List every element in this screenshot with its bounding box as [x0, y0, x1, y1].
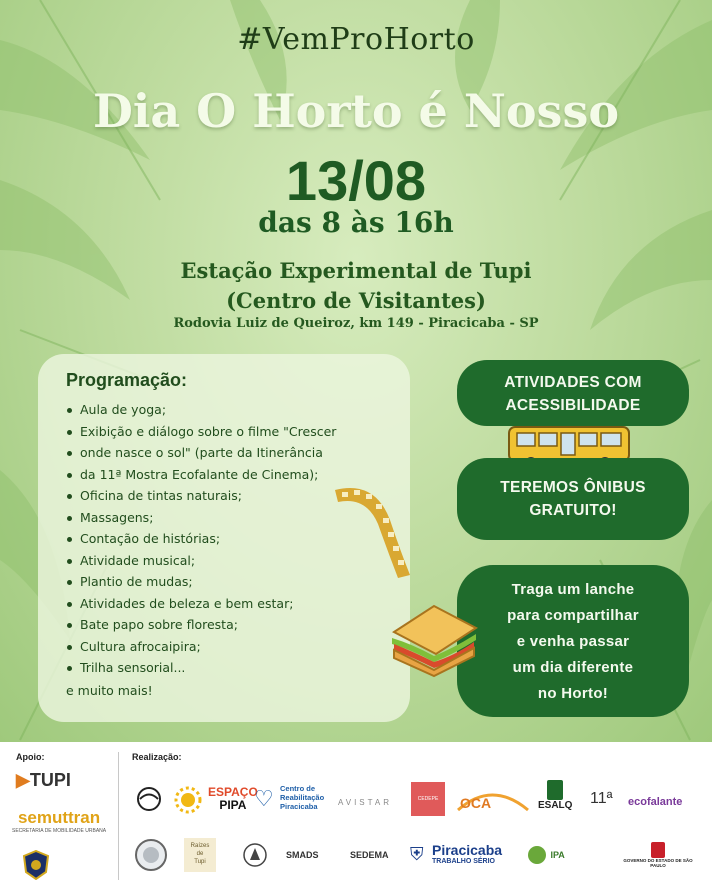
free-bus-line: GRATUITO!: [529, 502, 617, 519]
raizes-text: Tupi: [194, 859, 206, 865]
program-item: Atividade musical;: [66, 550, 388, 572]
semuttran-logo-text: semuttran: [17, 808, 101, 827]
program-item-continuation: onde nasce o sol" (parte da Itinerância: [66, 442, 388, 464]
sun-flower-logo: [174, 786, 202, 814]
tupi-logo: ▶TUPI: [16, 770, 71, 790]
smads-logo: SMADS: [286, 850, 319, 860]
governo-text: GOVERNO DO ESTADO DE SÃO PAULO: [623, 858, 693, 868]
city-shield-icon: ⛨: [410, 844, 424, 864]
guard-badge-logo: [22, 850, 50, 880]
free-bus-badge: [457, 458, 689, 540]
sedema-logo: SEDEMA: [350, 850, 389, 860]
hashtag: #VemProHorto: [237, 22, 475, 57]
program-item: Aula de yoga;: [66, 399, 388, 421]
venue-subname: (Centro de Visitantes): [226, 288, 486, 313]
program-more: e muito mais!: [66, 682, 153, 698]
ecofalante-logo: ecofalante: [628, 796, 683, 808]
semuttran-logo: [12, 808, 106, 834]
svg-text:OCA: OCA: [460, 795, 492, 811]
governo-crest-icon: [651, 842, 665, 858]
heart-icon: ♡: [254, 786, 274, 811]
ceppe-logo: CEDEPE: [411, 782, 445, 816]
venue-name: Estação Experimental de Tupi: [180, 258, 532, 283]
snack-line: no Horto!: [537, 685, 609, 702]
piracicaba-text: Piracicaba: [432, 842, 503, 858]
ipa-logo: [528, 846, 565, 864]
centro-text: Reabilitação: [280, 793, 325, 802]
snack-message-badge: [457, 565, 689, 717]
esalq-emblem: [547, 780, 563, 800]
program-item: Plantio de mudas;: [66, 571, 388, 593]
film-strip-icon: [330, 480, 420, 580]
oca-logo: [454, 782, 532, 816]
program-item: Bate papo sobre floresta;: [66, 614, 388, 636]
ipa-text: IPA: [550, 850, 565, 860]
semuttran-logo-sub: SECRETARIA DE MOBILIDADE URBANA: [12, 828, 107, 834]
accessibility-badge: [457, 360, 689, 426]
raizes-de-tupi-logo: [184, 838, 216, 872]
program-item: Atividades de beleza e bem estar;: [66, 593, 388, 615]
centro-reabilitacao-logo: [254, 784, 324, 811]
espaco-pipa-text: ESPAÇO: [208, 785, 258, 799]
avistar-logo: AVISTAR: [338, 798, 393, 807]
free-bus-line: TEREMOS ÔNIBUS: [500, 479, 646, 496]
venue: [0, 256, 712, 316]
program-item: Massagens;: [66, 507, 388, 529]
apoio-label: Apoio:: [16, 752, 45, 762]
program-item: Trilha sensorial...: [66, 657, 388, 679]
event-hours: das 8 às 16h: [258, 206, 454, 239]
sponsor-divider: [118, 752, 119, 880]
event-title: Dia O Horto é Nosso: [92, 84, 620, 138]
governo-sp-logo: [616, 842, 700, 868]
snack-line: um dia diferente: [512, 659, 634, 676]
centro-text: Piracicaba: [280, 802, 318, 811]
esalq-text: ESALQ: [538, 800, 573, 811]
mostra-11-logo: [590, 782, 613, 808]
corredor-logo: [132, 786, 166, 814]
mostra-11-text: 11ª: [590, 790, 613, 807]
esalq-logo: [538, 780, 572, 811]
centro-text: Centro de: [280, 784, 316, 793]
municipal-crest-logo: [242, 842, 268, 868]
realizacao-label: Realização:: [132, 752, 182, 762]
program-item: Oficina de tintas naturais;: [66, 485, 388, 507]
accessibility-line: ATIVIDADES COM: [504, 374, 642, 391]
ipa-emblem: [528, 846, 546, 864]
tupi-logo-text: TUPI: [29, 770, 71, 790]
piracicaba-sub: TRABALHO SÉRIO: [432, 858, 495, 865]
program-item: Cultura afrocaipira;: [66, 636, 388, 658]
program-item: Exibição e diálogo sobre o filme "Crescer: [66, 421, 388, 443]
program-heading: Programação:: [66, 370, 188, 390]
espaco-pipa-logo: [208, 786, 258, 812]
espaco-pipa-text: PIPA: [219, 798, 247, 812]
program-item: Contação de histórias;: [66, 528, 388, 550]
sponsors-footer: [0, 742, 712, 887]
round-seal-logo: [134, 838, 168, 872]
accessibility-line: ACESSIBILIDADE: [505, 397, 641, 414]
snack-line: Traga um lanche: [511, 581, 635, 598]
snack-line: para compartilhar: [507, 607, 639, 624]
piracicaba-logo: [410, 842, 502, 865]
snack-line: e venha passar: [516, 633, 630, 650]
raizes-text: de: [196, 851, 204, 857]
sandwich-icon: [388, 598, 480, 678]
program-item-continuation: da 11ª Mostra Ecofalante de Cinema);: [66, 464, 388, 486]
event-date: 13/08: [285, 149, 427, 212]
raizes-text: Raízes: [190, 843, 210, 849]
address: Rodovia Luiz de Queiroz, km 149 - Piracicaba - SP: [173, 316, 539, 331]
